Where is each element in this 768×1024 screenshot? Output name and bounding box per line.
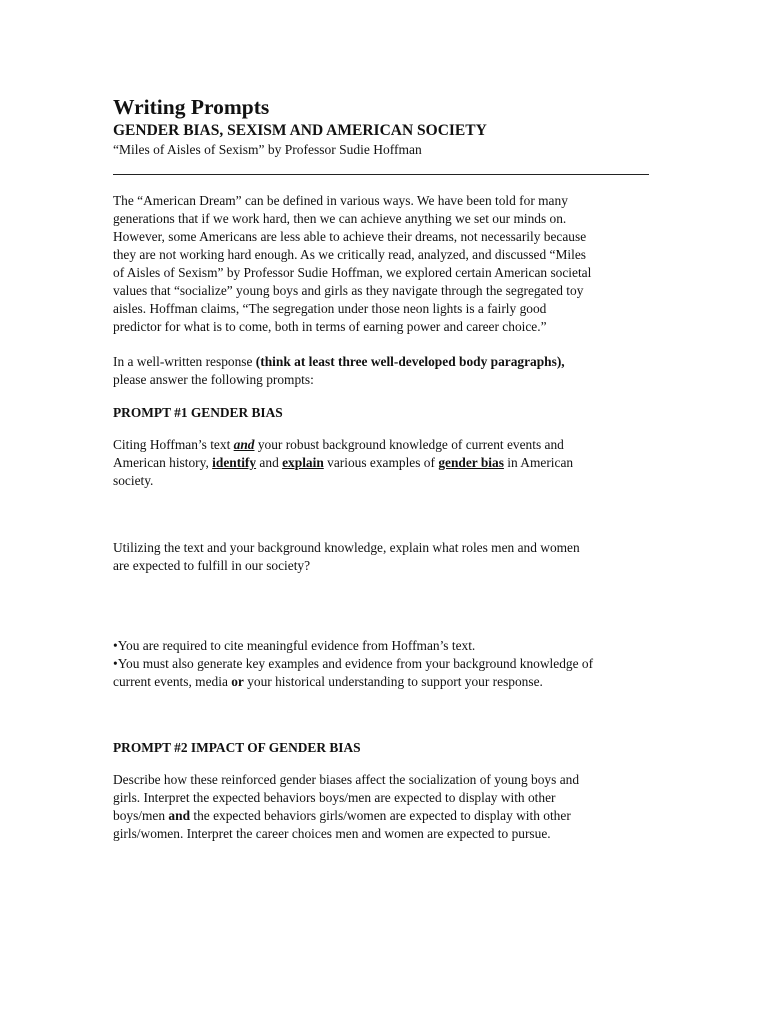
prompt-1-question	[113, 539, 658, 575]
intro-line: values that “socialize” young boys and girls as they navigate through the segregated toy	[113, 283, 584, 298]
emphasis-and: and	[233, 437, 255, 452]
prompt-1-paragraph	[113, 436, 658, 490]
text-run: in American	[503, 455, 574, 470]
requirement-item: •You must also generate key examples and evidence from your background knowledge of	[113, 656, 594, 671]
instruction-line: please answer the following prompts:	[113, 372, 314, 387]
instruction-line	[113, 353, 658, 371]
intro-line: aisles. Hoffman claims, “The segregation under those neon lights is a fairly good	[113, 301, 547, 316]
text-run: your robust background knowledge of current events and	[254, 437, 564, 452]
byline: “Miles of Aisles of Sexism” by Professor Sudie Hoffman	[113, 142, 422, 157]
text-run: boys/men	[113, 808, 169, 823]
prompt-2-line: Describe how these reinforced gender biases affect the socialization of young boys and	[113, 772, 580, 787]
text-run: your historical understanding to support your response.	[243, 674, 543, 689]
question-line: are expected to fulfill in our society?	[113, 558, 311, 573]
text-run: American history,	[113, 455, 213, 470]
prompt-1-line	[113, 454, 658, 472]
intro-paragraph	[113, 192, 658, 336]
question-line: Utilizing the text and your background knowledge, explain what roles men and women	[113, 540, 580, 555]
text-run: and	[256, 455, 283, 470]
emphasis-and: and	[168, 808, 191, 823]
intro-line: predictor for what is to come, both in terms of earning power and career choice.”	[113, 319, 547, 334]
intro-line: generations that if we work hard, then we can achieve anything we set our minds on.	[113, 211, 567, 226]
prompt-1-line: society.	[113, 473, 154, 488]
horizontal-rule	[113, 174, 649, 175]
text-run: Citing Hoffman’s text	[113, 437, 234, 452]
intro-line: However, some Americans are less able to achieve their dreams, not necessarily because	[113, 229, 587, 244]
prompt-2-line: girls/women. Interpret the career choices men and women are expected to pursue.	[113, 826, 551, 841]
instruction-emphasis: (think at least three well-developed body paragraphs),	[255, 354, 565, 369]
emphasis-or: or	[231, 674, 244, 689]
text-run: various examples of	[323, 455, 439, 470]
emphasis-identify: identify	[212, 455, 257, 470]
instruction-paragraph	[113, 353, 658, 389]
requirement-item: •You are required to cite meaningful evidence from Hoffman’s text.	[113, 638, 476, 653]
prompt-2-heading: PROMPT #2 IMPACT OF GENDER BIAS	[113, 740, 361, 755]
emphasis-gender-bias: gender bias	[438, 455, 504, 470]
text-run: the expected behaviors girls/women are expected to display with other	[190, 808, 571, 823]
instruction-text: In a well-written response	[113, 354, 256, 369]
intro-line: they are not working hard enough. As we critically read, analyzed, and discussed “Miles	[113, 247, 586, 262]
intro-line: The “American Dream” can be defined in various ways. We have been told for many	[113, 193, 568, 208]
page-subtitle: GENDER BIAS, SEXISM AND AMERICAN SOCIETY	[113, 122, 487, 139]
emphasis-explain: explain	[282, 455, 324, 470]
prompt-1-line	[113, 436, 658, 454]
requirements-list	[113, 637, 658, 691]
text-run: current events, media	[113, 674, 232, 689]
requirement-item-continued	[113, 673, 658, 691]
prompt-2-line	[113, 807, 658, 825]
page-title: Writing Prompts	[113, 95, 270, 119]
prompt-1-heading: PROMPT #1 GENDER BIAS	[113, 405, 283, 420]
prompt-2-line: girls. Interpret the expected behaviors boys/men are expected to display with other	[113, 790, 556, 805]
intro-line: of Aisles of Sexism” by Professor Sudie Hoffman, we explored certain American societal	[113, 265, 592, 280]
prompt-2-paragraph	[113, 771, 658, 843]
